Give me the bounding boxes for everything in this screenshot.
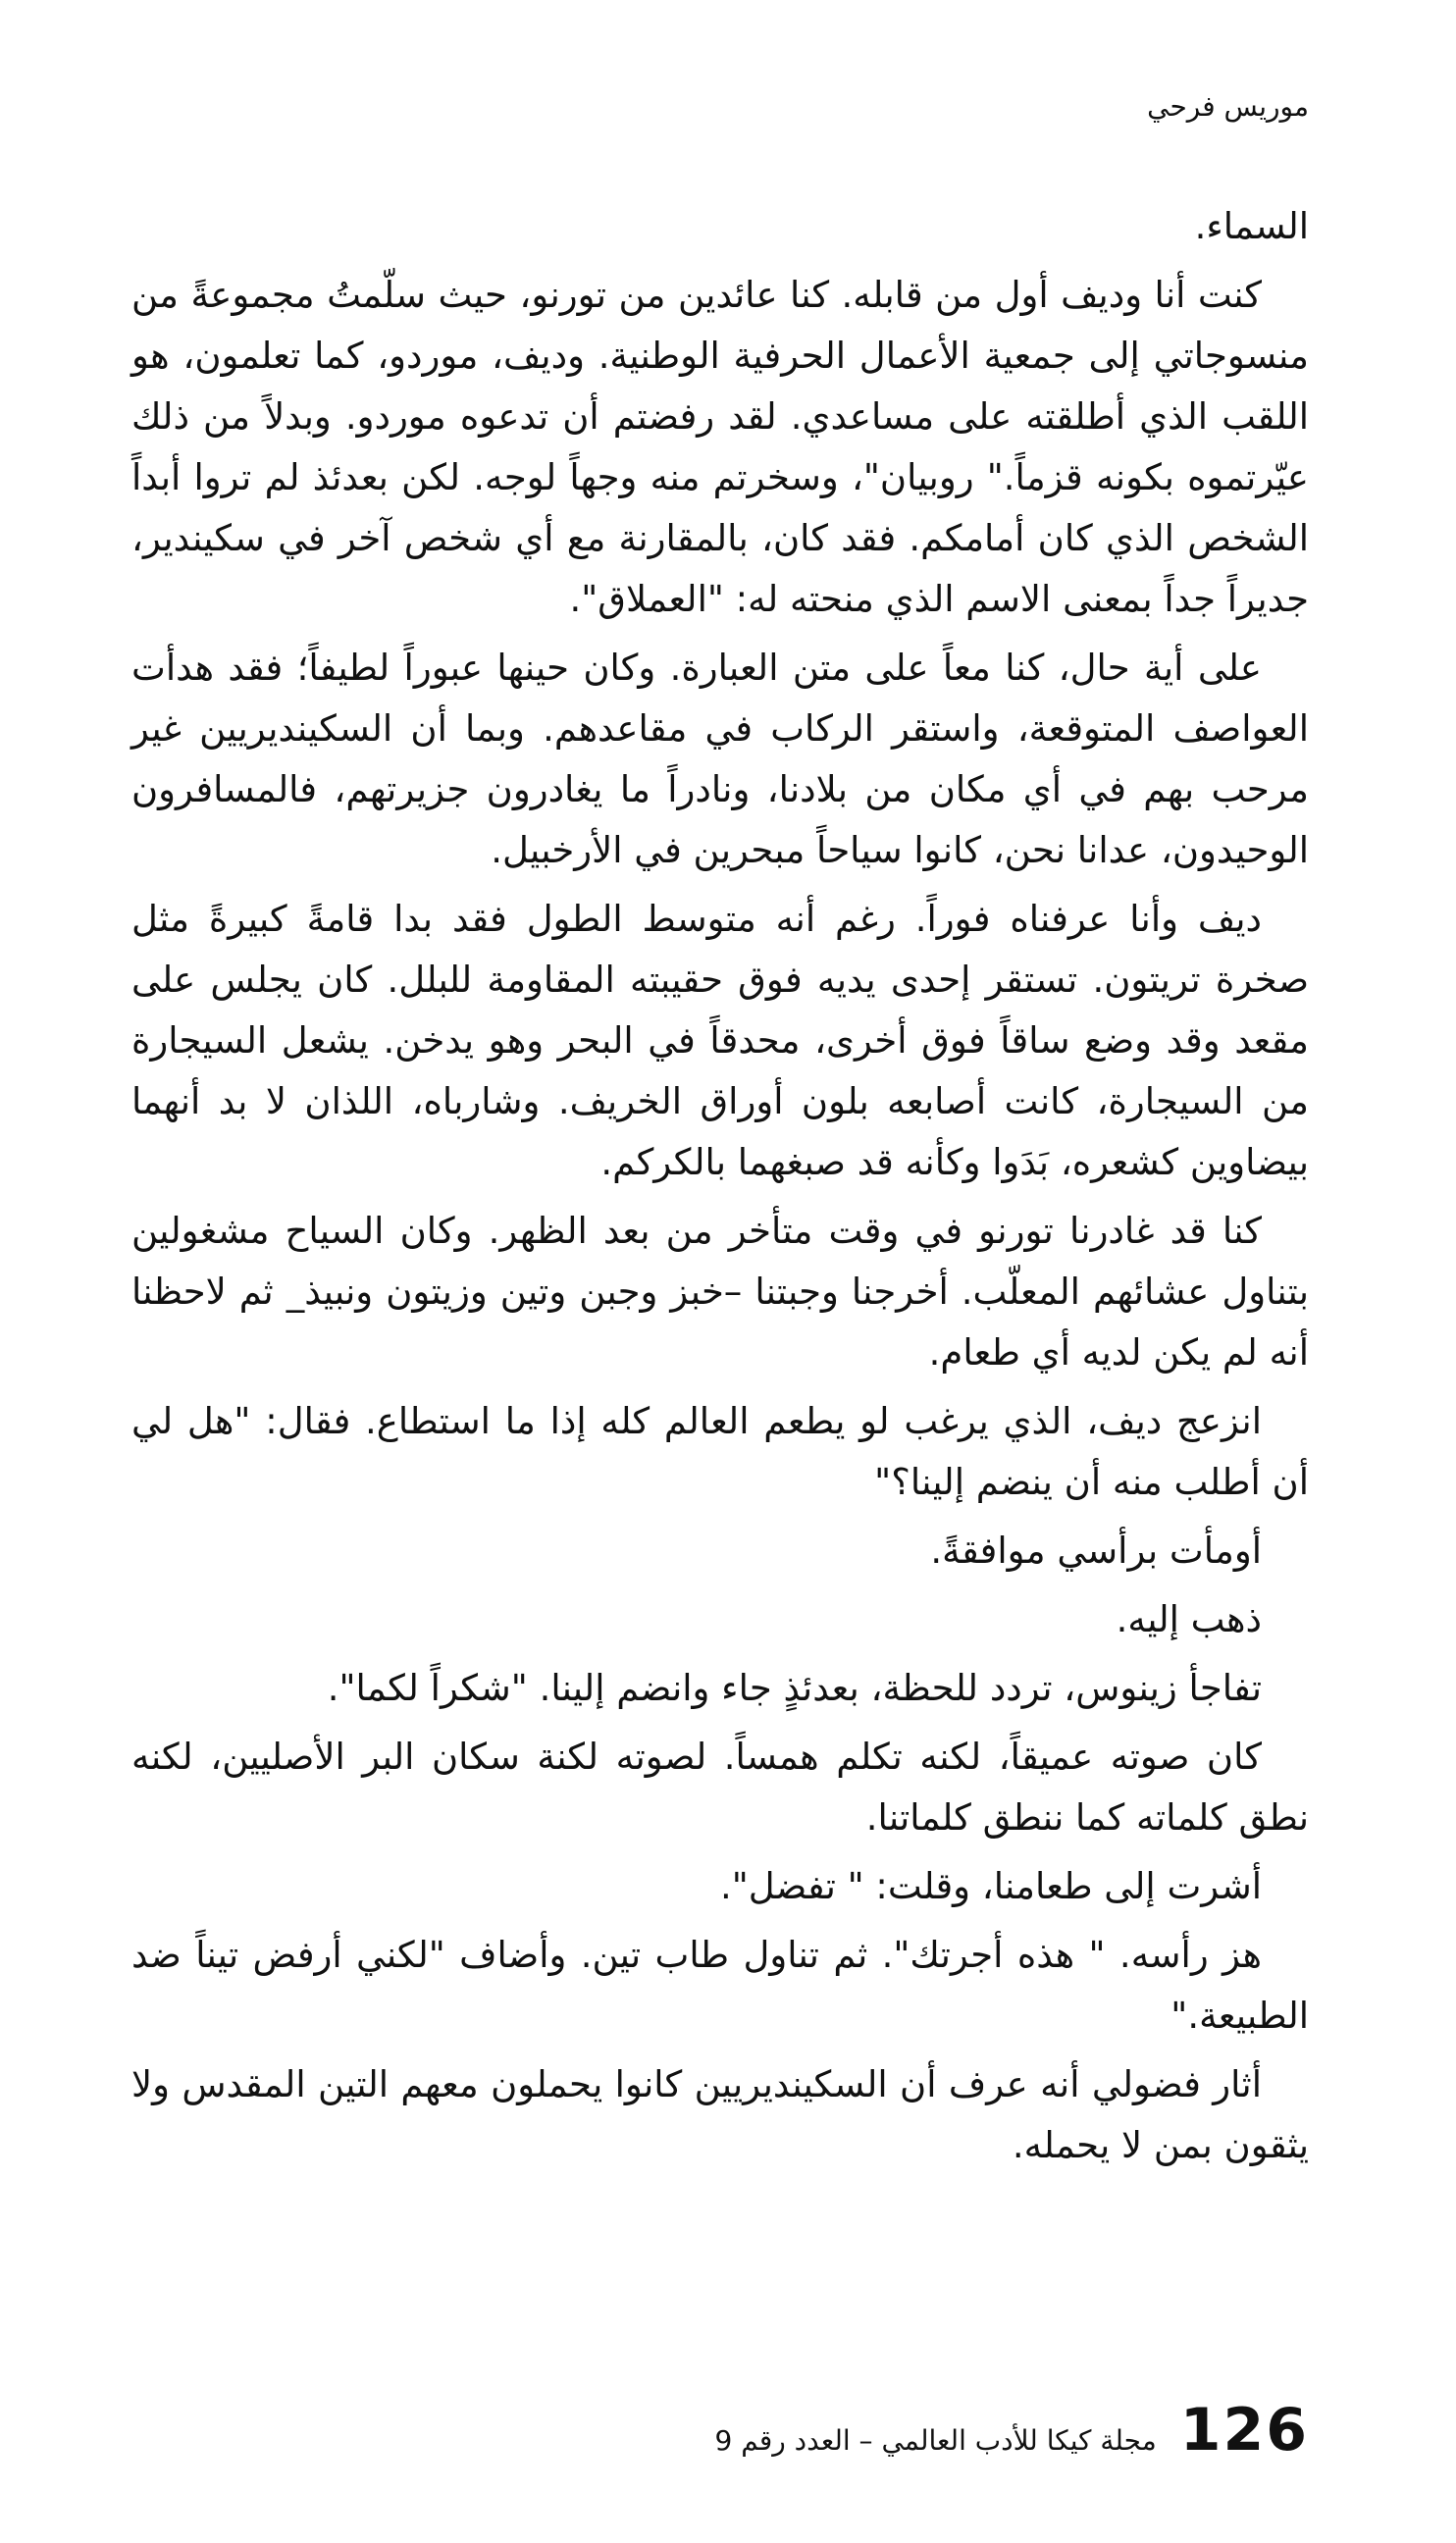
paragraph: أثار فضولي أنه عرف أن السكينديريين كانوا يحملون معهم التين المقدس ولا يثقون بمن لا يحمله.	[131, 2063, 1309, 2166]
paragraph: كنا قد غادرنا تورنو في وقت متأخر من بعد الظهر. وكان السياح مشغولين بتناول عشائهم المعلّب. أخرجنا وجبتنا –خبز وجبن وتين وزيتون ونبيذ_ ثم لاحظنا أنه لم يكن لديه أي طعام.	[131, 1210, 1309, 1374]
paragraph: السماء.	[1194, 205, 1309, 247]
paragraph: كنت أنا وديف أول من قابله. كنا عائدين من تورنو، حيث سلّمتُ مجموعةً من منسوجاتي إلى جمعية الأعمال الحرفية الوطنية. وديف، موردو، كما تعلمون، هو اللقب الذي أطلقته على مساعدي. لقد رفضتم أن تدعوه موردو. وبدلاً من ذلك عيّرتموه بكونه قزماً." روبيان"، وسخرتم منه وجهاً لوجه. لكن بعدئذ لم تروا أبداً الشخص الذي كان أمامكم. فقد كان، بالمقارنة مع أي شخص آخر في سكيندير، جديراً جداً بمعنى الاسم الذي منحته له: "العملاق".	[131, 274, 1309, 620]
paragraph: هز رأسه. " هذه أجرتك". ثم تناول طاب تين. وأضاف "لكني أرفض تيناً ضد الطبيعة."	[131, 1934, 1309, 2037]
paragraph: كان صوته عميقاً، لكنه تكلم همساً. لصوته لكنة سكان البر الأصليين، لكنه نطق كلماته كما ننطق كلماتنا.	[131, 1736, 1309, 1839]
paragraph: ديف وأنا عرفناه فوراً. رغم أنه متوسط الطول فقد بدا قامةً كبيرةً مثل صخرة تريتون. تستقر إحدى يديه فوق حقيبته المقاومة للبلل. كان يجلس على مقعد وقد وضع ساقاً فوق أخرى، محدقاً في البحر وهو يدخن. يشعل السيجارة من السيجارة، كانت أصابعه بلون أوراق الخريف. وشارباه، اللذان لا بد أنهما بيضاوين كشعره، بَدَوا وكأنه قد صبغهما بالكركم.	[131, 898, 1309, 1183]
body-text	[131, 196, 1309, 2184]
paragraph: أشرت إلى طعامنا، وقلت: " تفضل".	[719, 1865, 1262, 1907]
running-head-author: موريس فرحي	[1147, 90, 1309, 123]
page-footer	[714, 2396, 1309, 2465]
page-number: 126	[1179, 2396, 1309, 2465]
paragraph: ذهب إليه.	[1116, 1598, 1262, 1640]
paragraph: أومأت برأسي موافقةً.	[930, 1530, 1262, 1572]
paragraph: تفاجأ زينوس، تردد للحظة، بعدئذٍ جاء وانضم إلينا. "شكراً لكما".	[327, 1667, 1262, 1709]
journal-issue-line: مجلة كيكا للأدب العالمي – العدد رقم 9	[714, 2424, 1157, 2457]
paragraph: انزعج ديف، الذي يرغب لو يطعم العالم كله إذا ما استطاع. فقال: "هل لي أن أطلب منه أن ينضم إلينا؟"	[131, 1400, 1309, 1503]
paragraph: على أية حال، كنا معاً على متن العبارة. وكان حينها عبوراً لطيفاً؛ فقد هدأت العواصف المتوقعة، واستقر الركاب في مقاعدهم. وبما أن السكينديريين غير مرحب بهم في أي مكان من بلادنا، ونادراً ما يغادرون جزيرتهم، فالمسافرون الوحيدون، عدانا نحن، كانوا سياحاً مبحرين في الأرخبيل.	[131, 647, 1309, 871]
